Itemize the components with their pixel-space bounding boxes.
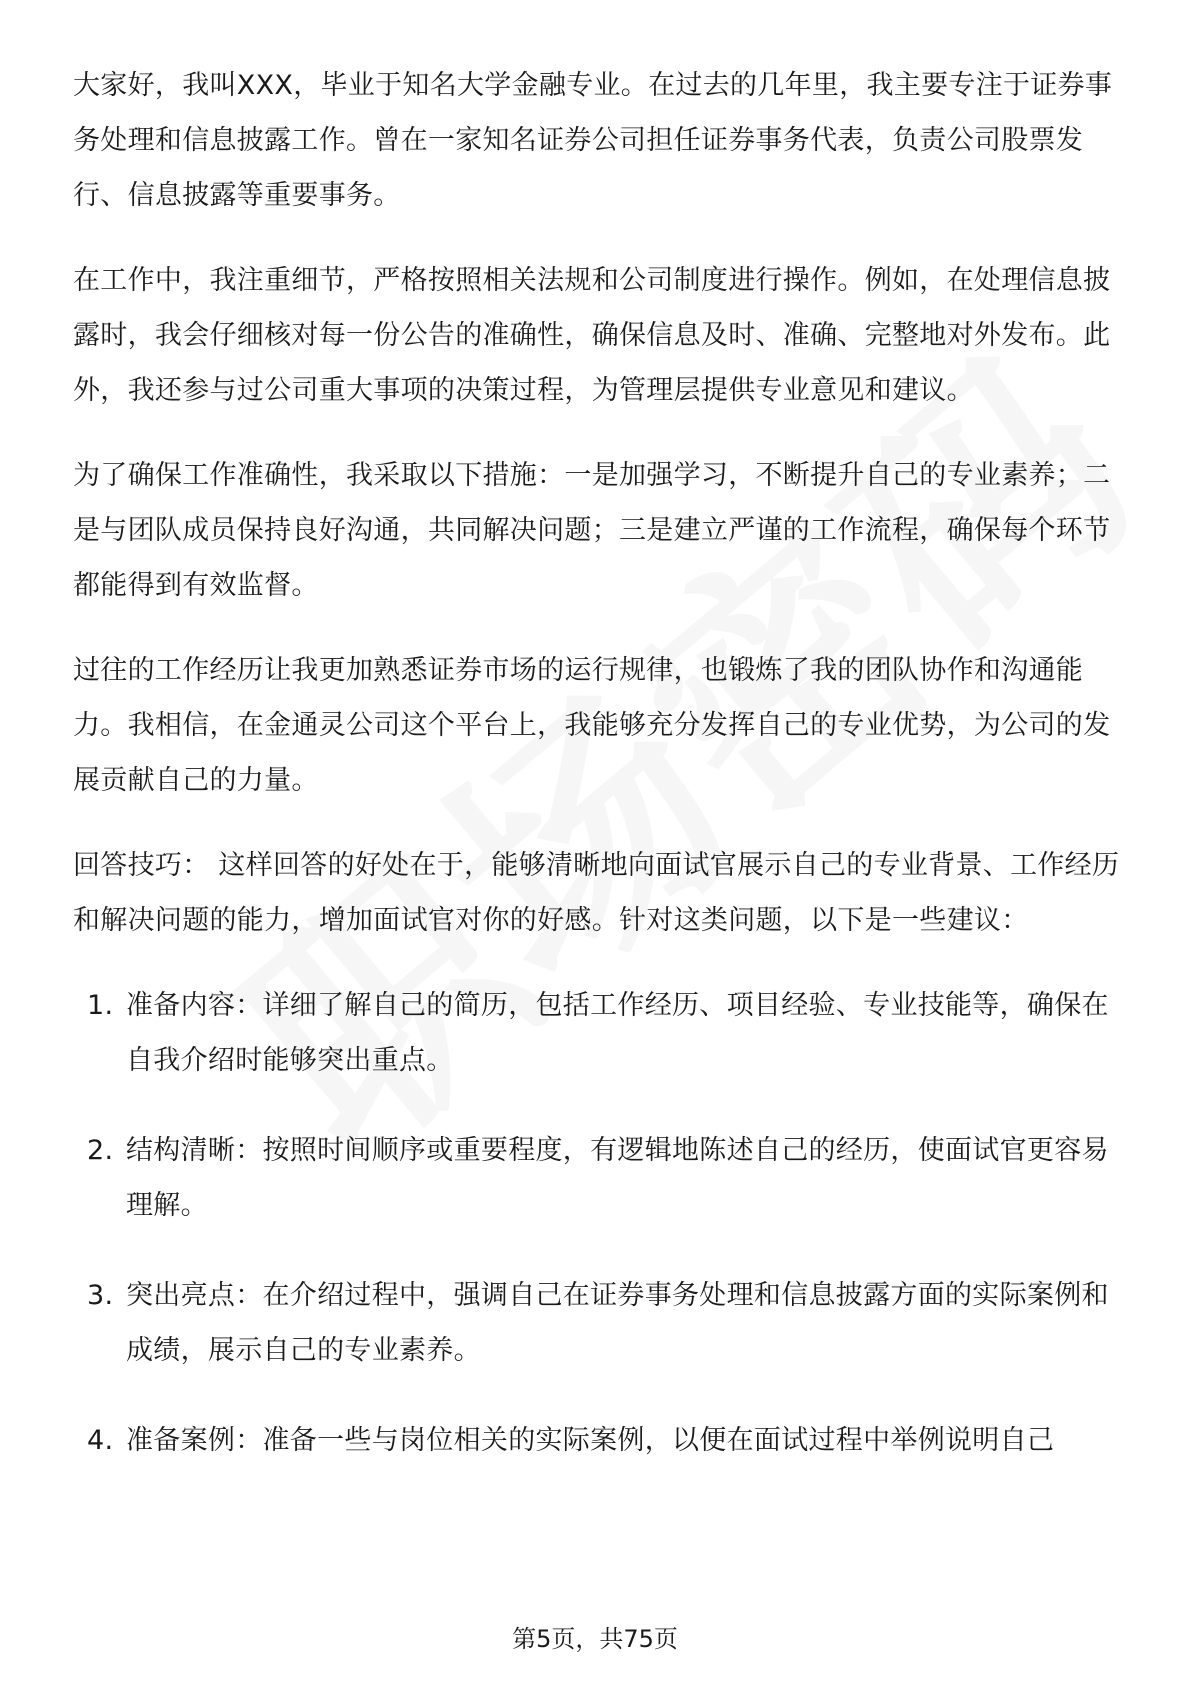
document-body xyxy=(73,58,1133,1503)
list-number: 1. xyxy=(87,990,114,1021)
list-item xyxy=(73,1413,1133,1468)
answer-tips-intro: 回答技巧： 这样回答的好处在于，能够清晰地向面试官展示自己的专业背景、工作经历和解决问题的能力，增加面试官对你的好感。针对这类问题，以下是一些建议： xyxy=(73,850,1120,936)
list-number: 2. xyxy=(87,1135,114,1166)
tips-list xyxy=(73,978,1133,1468)
list-item xyxy=(73,1268,1133,1378)
list-item-text: 准备案例：准备一些与岗位相关的实际案例，以便在面试过程中举例说明自己 xyxy=(126,1425,1055,1456)
list-item-text: 准备内容：详细了解自己的简历，包括工作经历、项目经验、专业技能等，确保在自我介绍时能够突出重点。 xyxy=(126,990,1109,1076)
paragraph: 为了确保工作准确性，我采取以下措施：一是加强学习，不断提升自己的专业素养；二是与团队成员保持良好沟通，共同解决问题；三是建立严谨的工作流程，确保每个环节都能得到有效监督。 xyxy=(73,460,1111,601)
list-item-text: 突出亮点：在介绍过程中，强调自己在证券事务处理和信息披露方面的实际案例和成绩，展示自己的专业素养。 xyxy=(126,1280,1109,1366)
paragraph: 大家好，我叫XXX，毕业于知名大学金融专业。在过去的几年里，我主要专注于证券事务处理和信息披露工作。曾在一家知名证券公司担任证券事务代表，负责公司股票发行、信息披露等重要事务。 xyxy=(73,70,1113,211)
list-item-text: 结构清晰：按照时间顺序或重要程度，有逻辑地陈述自己的经历，使面试官更容易理解。 xyxy=(126,1135,1109,1221)
list-number: 3. xyxy=(87,1280,114,1311)
list-number: 4. xyxy=(87,1425,114,1456)
list-item xyxy=(73,1123,1133,1233)
page-footer: 第5页，共75页 xyxy=(512,1625,678,1653)
list-item xyxy=(73,978,1133,1088)
paragraph: 过往的工作经历让我更加熟悉证券市场的运行规律，也锻炼了我的团队协作和沟通能力。我相信，在金通灵公司这个平台上，我能够充分发挥自己的专业优势，为公司的发展贡献自己的力量。 xyxy=(73,655,1111,796)
paragraph: 在工作中，我注重细节，严格按照相关法规和公司制度进行操作。例如，在处理信息披露时，我会仔细核对每一份公告的准确性，确保信息及时、准确、完整地对外发布。此外，我还参与过公司重大事项的决策过程，为管理层提供专业意见和建议。 xyxy=(73,265,1111,406)
